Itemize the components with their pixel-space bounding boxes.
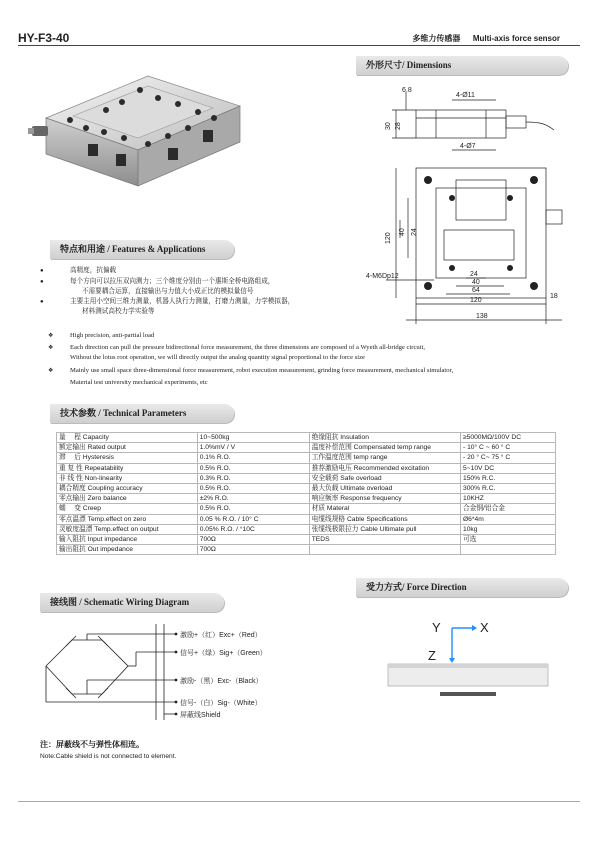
dim-label: 120 <box>470 297 482 304</box>
param-name-cell: 灵敏度温漂 Temp.effect on output <box>57 524 198 534</box>
header-rule <box>18 45 580 46</box>
param-value-cell: Ø6*4m <box>460 514 555 524</box>
dim-label: 138 <box>476 313 488 320</box>
bullet-diamond: ❖ <box>48 345 54 351</box>
param-name-cell: 额定输出 Rated output <box>57 443 198 453</box>
table-row <box>57 443 556 453</box>
param-name-cell: 非 线 性 Non-linearity <box>57 473 198 483</box>
note-cn: 注：屏蔽线不与弹性体相连。 <box>40 740 144 749</box>
param-value-cell <box>460 545 555 555</box>
param-name-cell: 响应频率 Response frequency <box>309 494 460 504</box>
feature-en-3b: Material test university mechanical experiments, etc <box>70 379 208 386</box>
param-name-cell: 零点温漂 Temp.effect on zero <box>57 514 198 524</box>
parameters-table <box>56 432 556 555</box>
param-value-cell: - 10° C ~ 60 ° C <box>460 443 555 453</box>
param-name-cell: 输出阻抗 Out impedance <box>57 545 198 555</box>
param-name-cell: 绝缘阻抗 Insulation <box>309 433 460 443</box>
model-number: HY-F3-40 <box>18 31 70 45</box>
dim-label: 24 <box>470 271 478 278</box>
table-row <box>57 433 556 443</box>
title-en: Multi-axis force sensor <box>472 34 560 43</box>
param-value-cell: 0.5% R.O. <box>197 483 309 493</box>
features-tab: 特点和用途 / Features & Applications <box>50 240 234 259</box>
param-name-cell: 温度补偿范围 Compensated temp range <box>309 443 460 453</box>
feature-en-2: Each direction can pull the pressure bidirectional force measurement, the three dimensions are composed of a Wyeth all-bridge circuit, <box>70 344 426 351</box>
table-row <box>57 473 556 483</box>
table-row <box>57 524 556 534</box>
dimensions-tab: 外形尺寸/ Dimensions <box>356 56 568 75</box>
param-value-cell: 700Ω <box>197 534 309 544</box>
param-value-cell: ≥5000MΩ/100V DC <box>460 433 555 443</box>
param-value-cell: ±2% R.O. <box>197 494 309 504</box>
wire-label-exc-minus: 激励-（黑）Exc-（Black） <box>180 678 263 685</box>
feature-cn-1: 高精度，抗偏载 <box>70 267 117 274</box>
param-value-cell: 0.1% R.O. <box>197 453 309 463</box>
dim-label: 6.8 <box>402 87 412 94</box>
param-name-cell: 输入阻抗 Input impedance <box>57 534 198 544</box>
param-name-cell: 推荐激励电压 Recommended excitation <box>309 463 460 473</box>
param-value-cell: 150% R.C. <box>460 473 555 483</box>
param-name-cell: 零点输出 Zero balance <box>57 494 198 504</box>
wire-label-shield: 屏蔽线Shield <box>180 712 221 719</box>
axis-x-label: X <box>480 620 489 635</box>
bullet-diamond: ❖ <box>48 368 54 374</box>
dim-label: 40 <box>399 228 406 236</box>
product-photo <box>28 58 258 208</box>
param-value-cell: 0.5% R.O. <box>197 504 309 514</box>
footer-rule <box>18 801 580 802</box>
dim-label: 30 <box>385 122 392 130</box>
dim-label: 4-M6Dp12 <box>366 273 399 280</box>
feature-cn-2b: 不需要耦合运算，直接输出与力值大小成正比的模拟量信号 <box>82 288 254 295</box>
feature-cn-3: 主要主用小空间三维力测量，机器人执行力测量，打磨力测量，力学模拟器， <box>70 298 295 305</box>
param-name-cell <box>309 545 460 555</box>
page-title <box>412 33 560 44</box>
wire-label-sig-plus: 信号+（绿）Sig+（Green） <box>180 650 267 657</box>
bullet-dot: ● <box>40 268 44 274</box>
param-value-cell: 10kg <box>460 524 555 534</box>
bullet-dot: ● <box>40 279 44 285</box>
wire-label-exc-plus: 激励+（红）Exc+（Red） <box>180 632 262 639</box>
table-row <box>57 504 556 514</box>
param-name-cell: 蠕 变 Creep <box>57 504 198 514</box>
axis-y-label: Y <box>432 620 441 635</box>
param-value-cell: 1.0%mV / V <box>197 443 309 453</box>
param-name-cell: 最大负载 Ultimate overload <box>309 483 460 493</box>
param-value-cell: 0.05% R.O. / °10C <box>197 524 309 534</box>
bullet-dot: ● <box>40 299 44 305</box>
param-name-cell: 滞 后 Hysteresis <box>57 453 198 463</box>
technical-tab: 技术参数 / Technical Parameters <box>50 404 234 423</box>
dim-label: 120 <box>385 232 392 244</box>
param-name-cell: 材质 Materal <box>309 504 460 514</box>
feature-en-3: Mainly use small space three-dimensional force measurement, robot execution measurement, grinding force measurement, mechanical simulator, <box>70 367 454 374</box>
param-name-cell: 工作温度范围 temp range <box>309 453 460 463</box>
param-value-cell: 10~500kg <box>197 433 309 443</box>
table-row <box>57 463 556 473</box>
feature-cn-2: 每个方向可以拉压双向测力；三个维度分别由一个惠斯全桥电路组成， <box>70 278 275 285</box>
param-value-cell: 300% R.C. <box>460 483 555 493</box>
param-name-cell: 安全载荷 Safe overload <box>309 473 460 483</box>
title-cn: 多维力传感器 <box>412 34 461 43</box>
table-row <box>57 534 556 544</box>
param-value-cell: 10KHZ <box>460 494 555 504</box>
table-row <box>57 453 556 463</box>
table-row <box>57 494 556 504</box>
param-value-cell: 5~10V DC <box>460 463 555 473</box>
table-row <box>57 545 556 555</box>
axis-z-label: Z <box>428 648 436 663</box>
feature-en-1: High precision, anti-partial load <box>70 332 155 339</box>
param-value-cell: 可选 <box>460 534 555 544</box>
wiring-tab: 接线图 / Schematic Wiring Diagram <box>40 593 224 612</box>
dim-label: 4-Ø7 <box>460 143 476 150</box>
param-name-cell: 重 复 性 Repeatability <box>57 463 198 473</box>
param-name-cell: 张缆线极限拉力 Cable Ultimate pull <box>309 524 460 534</box>
wire-label-sig-minus: 信号-（白）Sig-（White） <box>180 700 262 707</box>
dim-label: 40 <box>472 279 480 286</box>
param-name-cell: 耦合精度 Coupling accuracy <box>57 483 198 493</box>
dim-label: 18 <box>550 293 558 300</box>
bullet-diamond: ❖ <box>48 333 54 339</box>
param-value-cell: 0.5% R.O. <box>197 463 309 473</box>
param-value-cell: 0.05 % R.O. / 10° C <box>197 514 309 524</box>
dim-label: 4-Ø11 <box>456 92 475 99</box>
table-row <box>57 514 556 524</box>
dimension-drawing <box>356 80 586 330</box>
param-value-cell: - 20 ° C~ 75 ° C <box>460 453 555 463</box>
feature-cn-3b: 材料测试高校力学实验等 <box>82 308 155 315</box>
dim-label: 24 <box>411 228 418 236</box>
force-direction-tab: 受力方式/ Force Direction <box>356 578 568 597</box>
param-name-cell: TEDS <box>309 534 460 544</box>
wiring-diagram <box>36 624 196 724</box>
force-direction-diagram <box>380 618 580 698</box>
dim-label: 64 <box>472 287 480 294</box>
param-value-cell: 合金钢/铝合金 <box>460 504 555 514</box>
note-en: Note:Cable shield is not connected to element. <box>40 753 177 760</box>
param-value-cell: 700Ω <box>197 545 309 555</box>
param-value-cell: 0.3% R.O. <box>197 473 309 483</box>
dim-label: 28 <box>395 122 402 130</box>
param-name-cell: 电缆线规格 Cable Specifications <box>309 514 460 524</box>
param-name-cell: 量 程 Capacity <box>57 433 198 443</box>
feature-en-2b: Without the lotus root operation, we will directly output the analog quantity signal proportional to the force size <box>70 354 365 361</box>
table-row <box>57 483 556 493</box>
